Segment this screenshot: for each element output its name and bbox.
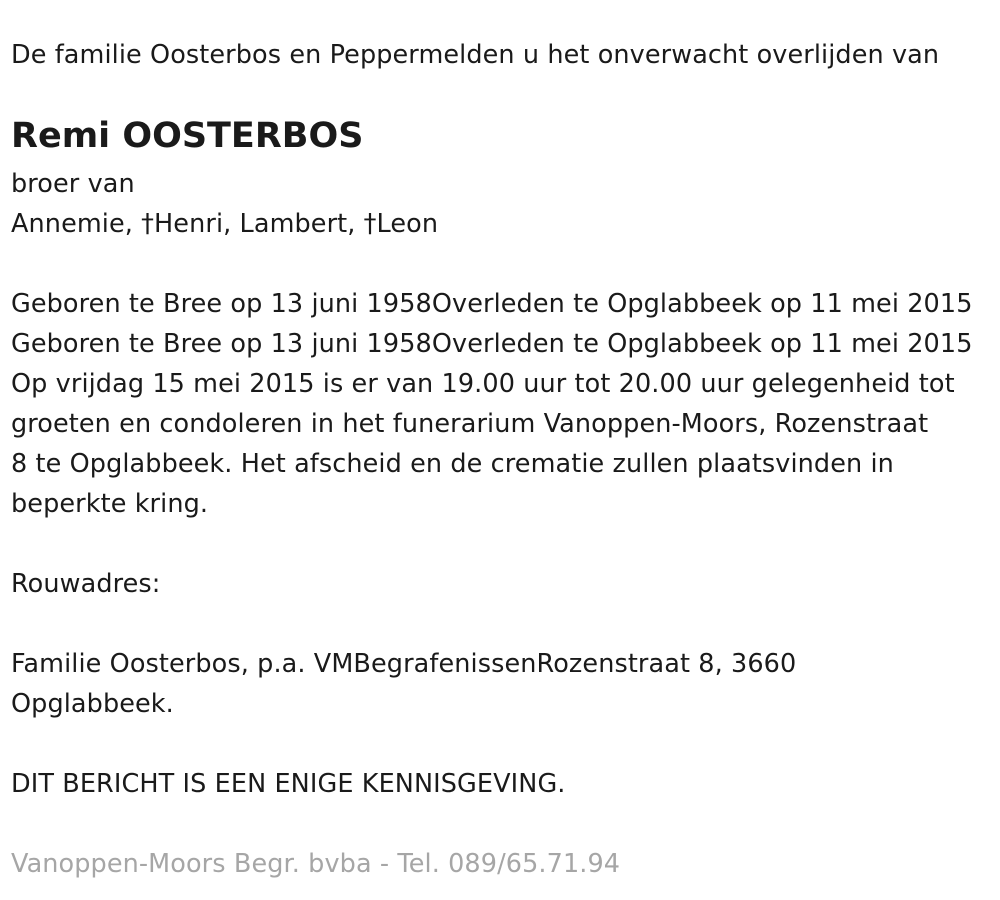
visitation-line: 8 te Opglabbeek. Het afscheid en de crematie zullen plaatsvinden in [11,449,894,479]
visitation-line: beperkte kring. [11,489,209,519]
visitation-line: Op vrijdag 15 mei 2015 is er van 19.00 uur tot 20.00 uur gelegenheid tot [11,369,955,399]
address-line: Opglabbeek. [11,689,174,719]
siblings-list: Annemie, †Henri, Lambert, †Leon [11,209,439,239]
birth-death-line: Geboren te Bree op 13 juni 1958Overleden te Opglabbeek op 11 mei 2015 [11,289,973,319]
deceased-name: Remi OOSTERBOS [11,116,364,156]
notice-statement: DIT BERICHT IS EEN ENIGE KENNISGEVING. [11,769,566,799]
birth-death-line-duplicate: Geboren te Bree op 13 juni 1958Overleden te Opglabbeek op 11 mei 2015 [11,329,973,359]
relation-label: broer van [11,169,135,199]
address-label: Rouwadres: [11,569,161,599]
intro-text: De familie Oosterbos en Peppermelden u het onverwacht overlijden van [11,40,940,70]
visitation-line: groeten en condoleren in het funerarium Vanoppen-Moors, Rozenstraat [11,409,929,439]
address-line: Familie Oosterbos, p.a. VMBegrafenissenRozenstraat 8, 3660 [11,649,797,679]
funeral-home-footer: Vanoppen-Moors Begr. bvba - Tel. 089/65.71.94 [11,849,621,879]
